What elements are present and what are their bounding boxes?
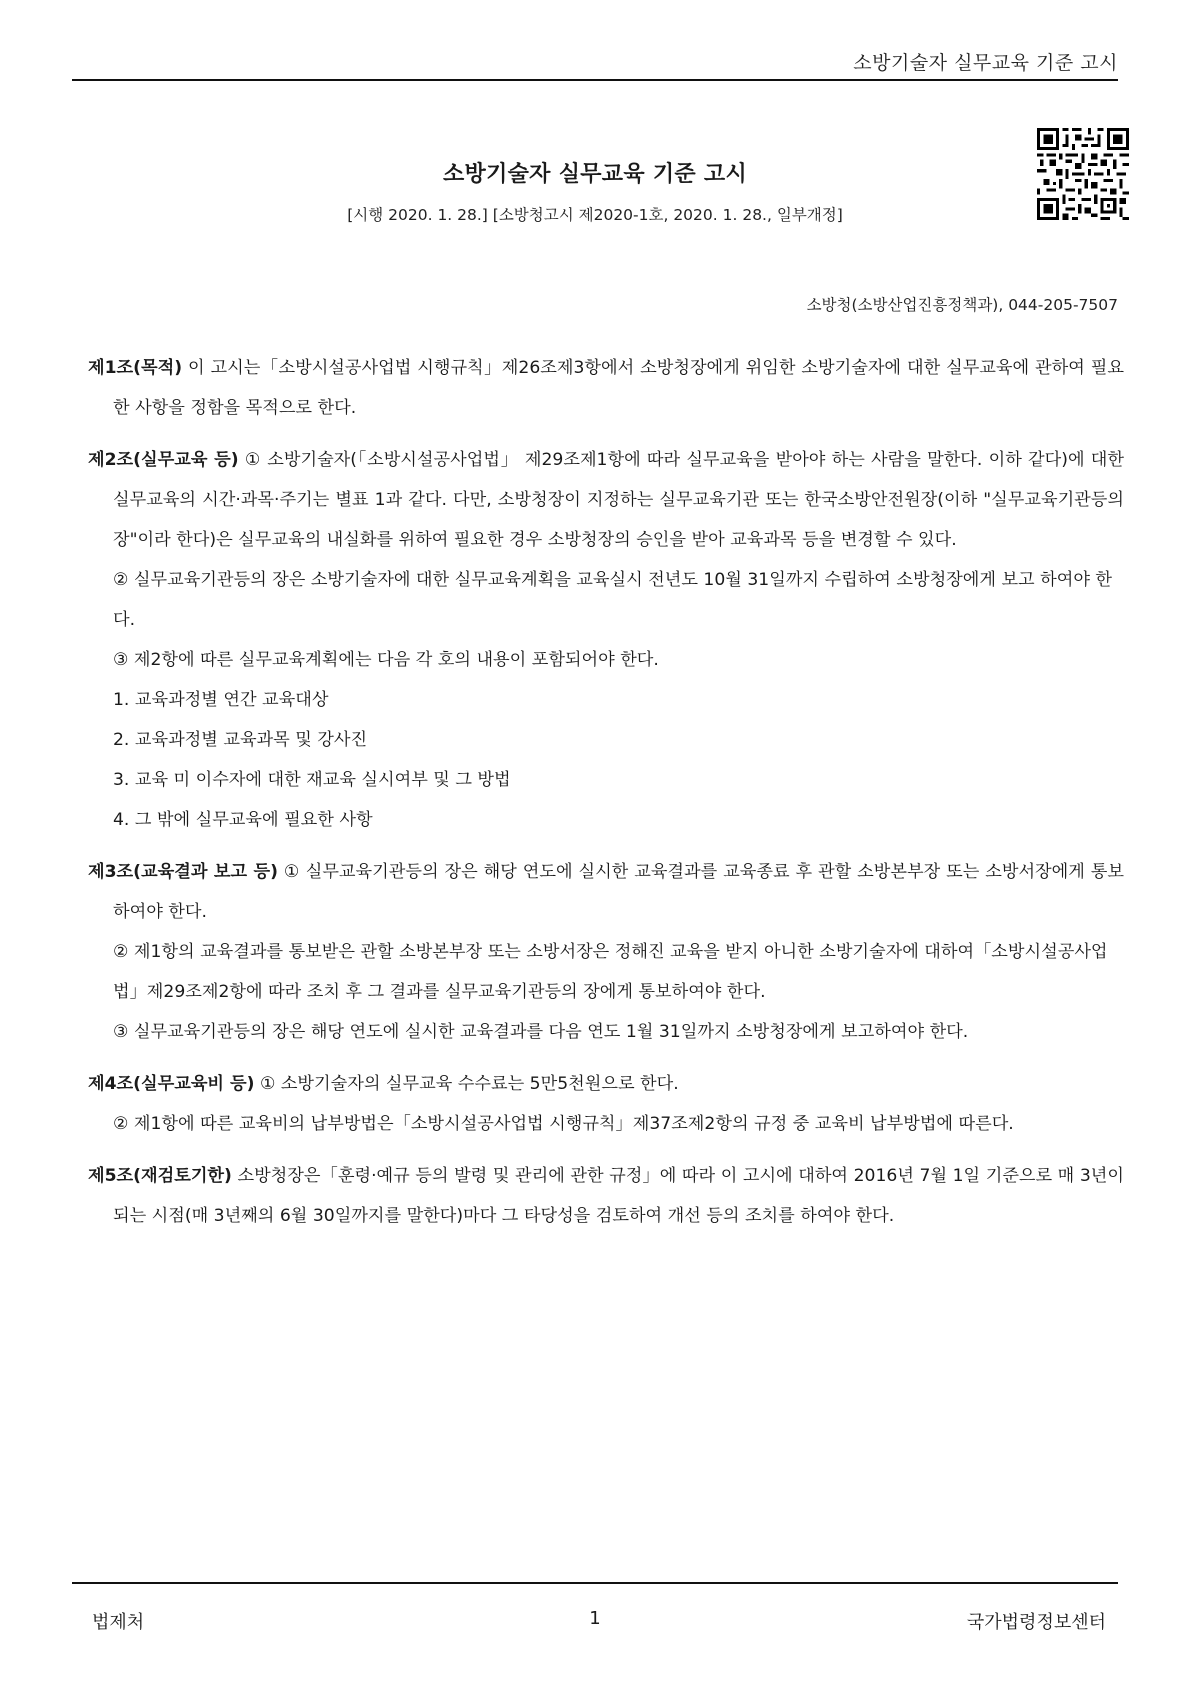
article-heading: 제2조(실무교육 등)	[88, 450, 239, 470]
running-header-title: 소방기술자 실무교육 기준 고시	[853, 52, 1118, 74]
article-4	[88, 1064, 1124, 1144]
article-heading: 제3조(교육결과 보고 등)	[88, 862, 278, 882]
article-paragraph: ② 제1항에 따른 교육비의 납부방법은「소방시설공사업법 시행규칙」제37조제2항의 규정 중 교육비 납부방법에 따른다.	[113, 1114, 1014, 1134]
article-paragraph: ② 제1항의 교육결과를 통보받은 관할 소방본부장 또는 소방서장은 정해진 교육을 받지 아니한 소방기술자에 대하여「소방시설공사업법」제29조제2항에 따라 조치 후 그 결과를 실무교육기관등의 장에게 통보하여야 한다.	[113, 942, 1108, 1002]
document-subtitle: [시행 2020. 1. 28.] [소방청고시 제2020-1호, 2020. 1. 28., 일부개정]	[347, 206, 843, 224]
header-divider	[72, 79, 1118, 81]
department-contact: 소방청(소방산업진흥정책과), 044-205-7507	[806, 296, 1118, 314]
article-text: 소방청장은「훈령·예규 등의 발령 및 관리에 관한 규정」에 따라 이 고시에 대하여 2016년 7월 1일 기준으로 매 3년이 되는 시점(매 3년째의 6월 30일까지를 말한다)마다 그 타당성을 검토하여 개선 등의 조치를 하여야 한다.	[113, 1166, 1124, 1226]
document-title: 소방기술자 실무교육 기준 고시	[442, 162, 748, 187]
article-item: 3. 교육 미 이수자에 대한 재교육 실시여부 및 그 방법	[113, 770, 511, 790]
article-main-paragraph	[88, 1156, 1124, 1236]
article-5	[88, 1156, 1124, 1236]
article-paragraph: ③ 제2항에 따른 실무교육계획에는 다음 각 호의 내용이 포함되어야 한다.	[113, 650, 659, 670]
article-heading: 제5조(재검토기한)	[88, 1166, 232, 1186]
article-paragraph: ② 실무교육기관등의 장은 소방기술자에 대한 실무교육계획을 교육실시 전년도 10월 31일까지 수립하여 소방청장에게 보고 하여야 한다.	[113, 570, 1113, 630]
article-text: ① 실무교육기관등의 장은 해당 연도에 실시한 교육결과를 교육종료 후 관할 소방본부장 또는 소방서장에게 통보하여야 한다.	[113, 862, 1124, 922]
footer-publisher: 법제처	[92, 1612, 145, 1633]
article-item: 2. 교육과정별 교육과목 및 강사진	[113, 730, 368, 750]
articles-body	[88, 348, 1124, 1248]
article-main-paragraph	[88, 1064, 1124, 1104]
article-heading: 제1조(목적)	[88, 358, 183, 378]
article-text: ① 소방기술자의 실무교육 수수료는 5만5천원으로 한다.	[254, 1074, 679, 1094]
article-main-paragraph	[88, 348, 1124, 428]
footer-source: 국가법령정보센터	[966, 1612, 1106, 1633]
page-number: 1	[589, 1608, 601, 1629]
footer-divider	[72, 1582, 1118, 1584]
article-3	[88, 852, 1124, 1052]
article-heading: 제4조(실무교육비 등)	[88, 1074, 255, 1094]
article-main-paragraph	[88, 852, 1124, 932]
article-text: ① 소방기술자(「소방시설공사업법」 제29조제1항에 따라 실무교육을 받아야 하는 사람을 말한다. 이하 같다)에 대한 실무교육의 시간·과목·주기는 별표 1과 같다. 다만, 소방청장이 지정하는 실무교육기관 또는 한국소방안전원장(이하 "실무교육기관등의 장"이라 한다)은 실무교육의 내실화를 위하여 필요한 경우 소방청장의 승인을 받아 교육과목 등을 변경할 수 있다.	[113, 450, 1124, 550]
article-2	[88, 440, 1124, 840]
article-paragraph: ③ 실무교육기관등의 장은 해당 연도에 실시한 교육결과를 다음 연도 1월 31일까지 소방청장에게 보고하여야 한다.	[113, 1022, 969, 1042]
article-main-paragraph	[88, 440, 1124, 560]
article-item: 1. 교육과정별 연간 교육대상	[113, 690, 329, 710]
article-item: 4. 그 밖에 실무교육에 필요한 사항	[113, 810, 373, 830]
article-text: 이 고시는「소방시설공사업법 시행규칙」제26조제3항에서 소방청장에게 위임한 소방기술자에 대한 실무교육에 관하여 필요한 사항을 정함을 목적으로 한다.	[113, 358, 1124, 418]
article-1	[88, 348, 1124, 428]
